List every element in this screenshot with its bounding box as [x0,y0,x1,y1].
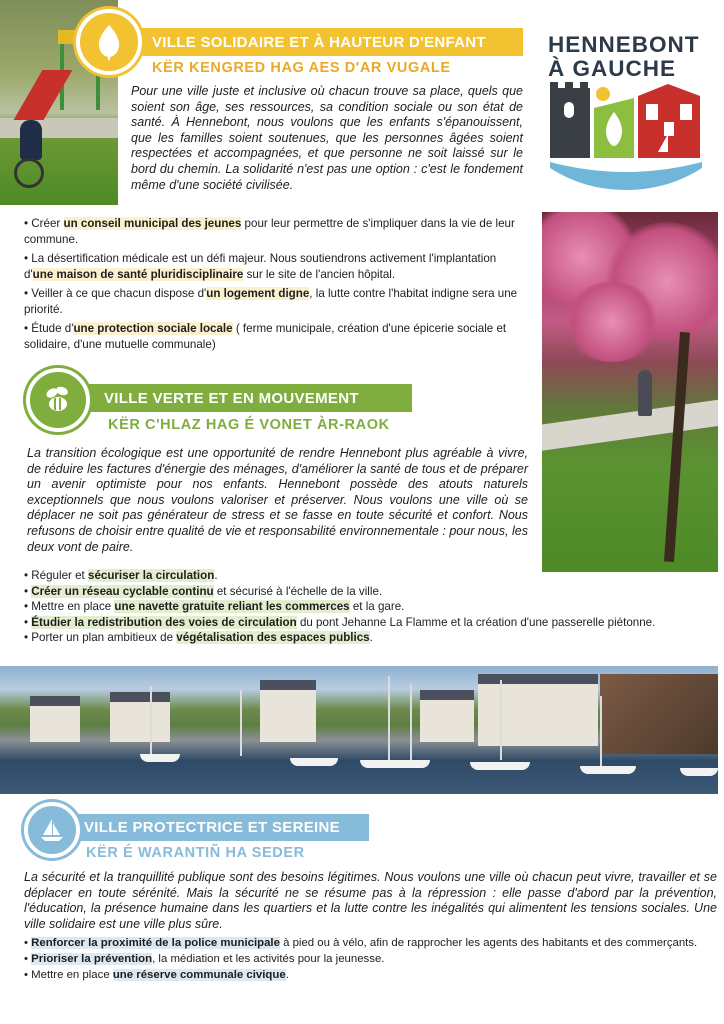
section1-badge [76,9,142,75]
list-item: • Créer un réseau cyclable continu et sécurisé à l'échelle de la ville. [24,584,714,600]
section2-badge [26,368,90,432]
leaf-icon [94,23,124,61]
section2-intro: La transition écologique est une opportunité de rendre Hennebont plus agréable à vivre, de réduire les factures d'énergie des ménages, d'améliorer la santé de tous et de préparer un avenir optimiste pour nos enfants. Hennebont possède des atouts naturels exceptionnels que nous voulons valoriser et préserver. Nous voulons une ville où se déplacer ne soit pas générateur de stress et se fasse en toute sécurité et confort. Nous refusons de choisir entre qualité de vie et responsabilité environnementale : pour nous, les deux vont de paire. [27,446,528,554]
section2-bullets [24,568,714,646]
list-item: • Mettre en place une navette gratuite reliant les commerces et la gare. [24,599,714,615]
logo-emblem [548,82,704,192]
section3-subtitle: KËR É WARANTIÑ HA SEDER [86,845,305,861]
section3-badge [24,802,80,858]
list-item: • Réguler et sécuriser la circulation. [24,568,714,584]
logo-line1: HENNEBONT [548,32,700,57]
section2-subtitle: KËR C'HLAZ HAG É VONET ÀR-RAOK [108,417,390,433]
section3-bullets [24,935,720,983]
list-item: • La désertification médicale est un défi majeur. Nous soutiendrons activement l'implantation d'une maison de santé pluridisciplinaire sur le site de l'ancien hôpital. [24,251,524,283]
section3-title: VILLE PROTECTRICE ET SEREINE [62,814,369,841]
section2-title: VILLE VERTE ET EN MOUVEMENT [82,384,412,412]
section1-intro: Pour une ville juste et inclusive où chacun trouve sa place, quels que soient son âge, ses ressources, sa condition sociale ou son état de santé. À Hennebont, nous voulons que les enfants s'épanouissent, que les familles soient soutenues, que les personnes âgées soient respectées et accompagnées, et que personne ne soit laissé sur le bord du chemin. La solidarité n'est pas une option : c'est le fondement même d'une société civilisée. [131,84,523,192]
sailboat-icon [39,817,65,843]
list-item: • Créer un conseil municipal des jeunes pour leur permettre de s'impliquer dans la vie de leur commune. [24,216,524,248]
list-item: • Mettre en place une réserve communale civique. [24,967,720,983]
list-item: • Étude d'une protection sociale locale ( ferme municipale, création d'une épicerie sociale et solidaire, d'une mutuelle communale) [24,321,524,353]
list-item: • Prioriser la prévention, la médiation et les activités pour la jeunesse. [24,951,720,967]
list-item: • Étudier la redistribution des voies de circulation du pont Jehanne La Flamme et la création d'une passerelle piétonne. [24,615,714,631]
logo-line2: À GAUCHE [548,56,677,81]
list-item: • Porter un plan ambitieux de végétalisation des espaces publics. [24,630,714,646]
section1-bullets [24,216,524,353]
harbor-photo [0,666,718,794]
section1-title: VILLE SOLIDAIRE ET À HAUTEUR D'ENFANT [130,28,523,56]
section3-intro: La sécurité et la tranquillité publique sont des besoins légitimes. Nous voulons une ville où chacun peut vivre, travailler et se déplacer en toute sérénité. Mais la sécurité ne se résume pas à la répression : elle passe d'abord par la prévention, l'éducation, la présence humaine dans les quartiers et la lutte contre les inégalités qui alimentent les tensions sociales. Une ville solidaire est une ville plus sûre. [24,870,717,931]
section1-subtitle: KËR KENGRED HAG AES D'AR VUGALE [152,60,451,76]
park-photo [542,212,718,572]
bee-icon [42,384,74,416]
list-item: • Veiller à ce que chacun dispose d'un logement digne, la lutte contre l'habitat indigne sera une priorité. [24,286,524,318]
list-item: • Renforcer la proximité de la police municipale à pied ou à vélo, afin de rapprocher les agents des habitants et des commerçants. [24,935,720,951]
